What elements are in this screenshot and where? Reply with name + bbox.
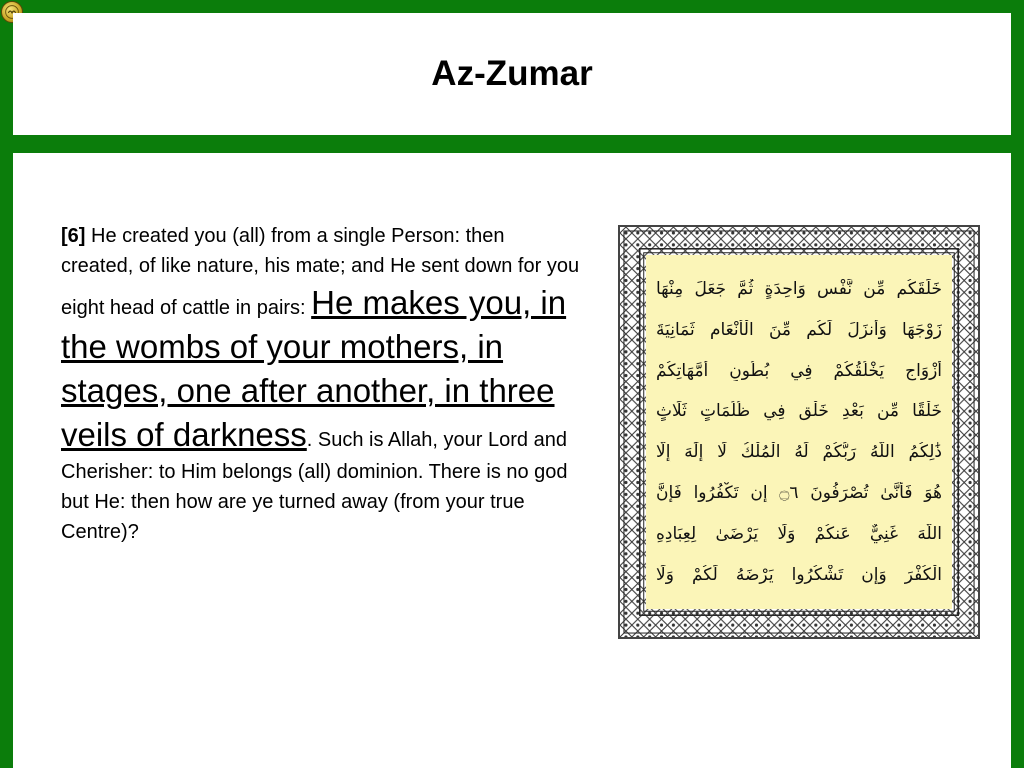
content-panel xyxy=(13,153,1011,768)
verse-text-after: . Such is Allah, your Lord and Cherisher: to Him belongs (all) dominion. There is no god but He: then how are ye turned away (from your true Centre)? xyxy=(61,429,568,543)
verse-number: [6] xyxy=(61,225,86,247)
mushaf-line: اللَّهَ غَنِيٌّ عَنكُمْ وَلَا يَرْضَىٰ لِعِبَادِهِ xyxy=(656,524,942,545)
mushaf-page-image xyxy=(618,225,980,639)
verse-text-before: He created you (all) from a single Person: then created, of like nature, his mate; and He sent down for you eight head of cattle in pairs: xyxy=(61,225,580,319)
mushaf-line: خَلَقَكُم مِّن نَّفْسٍ وَاحِدَةٍ ثُمَّ جَعَلَ مِنْهَا xyxy=(656,279,942,300)
verse-translation xyxy=(61,221,581,547)
mushaf-line: زَوْجَهَا وَأَنزَلَ لَكُم مِّنَ الْأَنْعَامِ ثَمَانِيَةَ xyxy=(656,319,942,340)
title-panel xyxy=(13,13,1011,135)
verse-highlight: He makes you, in the wombs of your mothers, in stages, one after another, in three veils of darkness xyxy=(61,284,567,453)
page-title: Az-Zumar xyxy=(431,54,593,93)
mushaf-line: أَزْوَاجٍ يَخْلُقُكُمْ فِي بُطُونِ أُمَّهَاتِكُمْ xyxy=(656,360,942,381)
mushaf-line: خَلْقًا مِّن بَعْدِ خَلْقٍ فِي ظُلُمَاتٍ ثَلَاثٍ xyxy=(656,401,942,422)
mushaf-line: الْكُفْرَ وَإِن تَشْكُرُوا يَرْضَهُ لَكُمْ وَلَا xyxy=(656,564,942,585)
mushaf-text-area xyxy=(646,255,952,609)
mushaf-line: ذَٰلِكُمُ اللَّهُ رَبُّكُمْ لَهُ الْمُلْكُ لَا إِلَٰهَ إِلَّا xyxy=(656,441,942,462)
mushaf-line: هُوَ فَأَنَّىٰ تُصْرَفُونَ ۝٦ إِن تَكْفُرُوا فَإِنَّ xyxy=(656,483,942,504)
